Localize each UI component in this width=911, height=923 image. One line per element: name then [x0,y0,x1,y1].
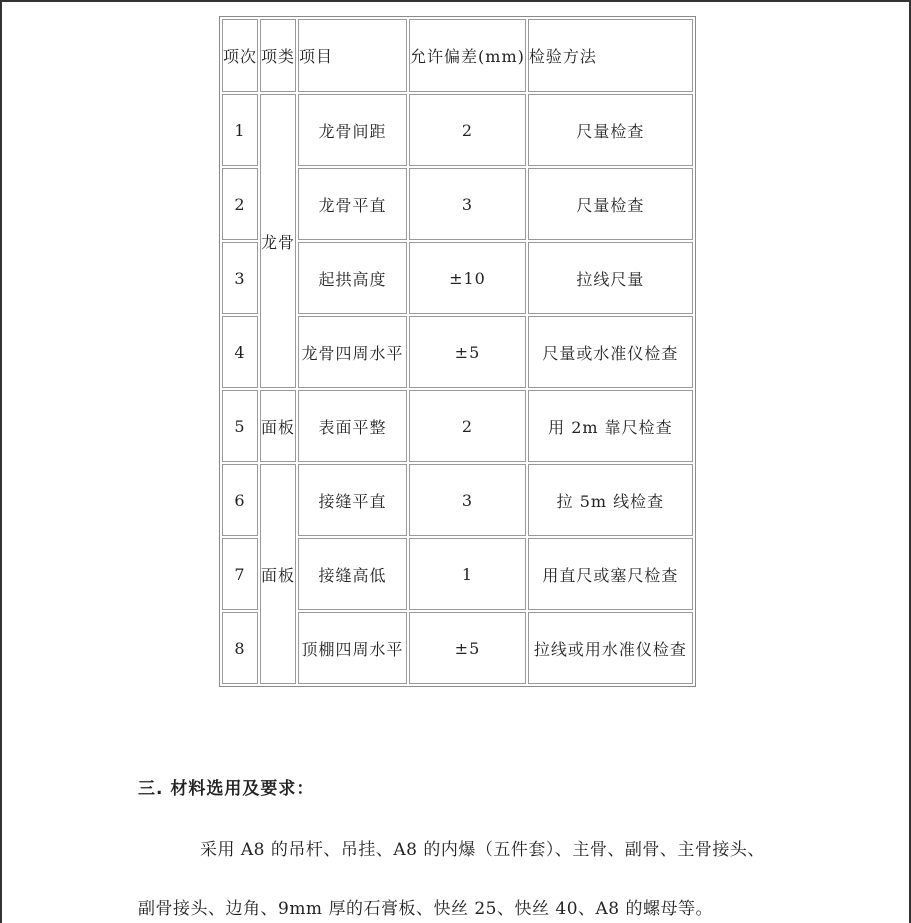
row-item: 龙骨平直 [298,168,407,240]
row-no: 8 [222,612,258,684]
row-item: 起拱高度 [298,242,407,314]
row-no: 6 [222,464,258,536]
row-tolerance: 3 [409,464,526,536]
row-item: 表面平整 [298,390,407,462]
row-tolerance: ±5 [409,612,526,684]
row-no: 7 [222,538,258,610]
header-item: 项目 [298,19,407,92]
row-no: 3 [222,242,258,314]
row-method: 用直尺或塞尺检查 [528,538,693,610]
row-no: 4 [222,316,258,388]
tolerance-table [219,16,696,687]
row-no: 2 [222,168,258,240]
row-method: 尺量检查 [528,168,693,240]
header-no: 项次 [222,19,258,92]
header-method: 检验方法 [528,19,693,92]
row-tolerance: 2 [409,390,526,462]
row-item: 接缝高低 [298,538,407,610]
row-tolerance: ±10 [409,242,526,314]
row-tolerance: ±5 [409,316,526,388]
row-method: 用 2m 靠尺检查 [528,390,693,462]
row-item: 龙骨四周水平 [298,316,407,388]
row-tolerance: 2 [409,94,526,166]
table-header-row [222,19,693,92]
row-item: 接缝平直 [298,464,407,536]
category-panel: 面板 [260,390,296,462]
row-item: 龙骨间距 [298,94,407,166]
category-keel: 龙骨 [260,94,296,388]
row-method: 拉线或用水准仪检查 [528,612,693,684]
row-no: 5 [222,390,258,462]
row-method: 拉线尺量 [528,242,693,314]
table-row [222,464,693,536]
header-category: 项类 [260,19,296,92]
row-method: 尺量或水准仪检查 [528,316,693,388]
table-row [222,94,693,166]
paragraph-line: 采用 A8 的吊杆、吊挂、A8 的内爆（五件套）、主骨、副骨、主骨接头、 [200,840,765,860]
row-no: 1 [222,94,258,166]
section-title: 三. 材料选用及要求： [138,779,315,799]
paragraph-line: 副骨接头、边角、9mm 厚的石膏板、快丝 25、快丝 40、A8 的螺母等。 [138,899,714,919]
table-row [222,390,693,462]
page-border-top [0,0,911,2]
row-method: 拉 5m 线检查 [528,464,693,536]
category-panel: 面板 [260,464,296,684]
row-tolerance: 1 [409,538,526,610]
row-method: 尺量检查 [528,94,693,166]
row-tolerance: 3 [409,168,526,240]
header-tolerance: 允许偏差(mm) [409,19,526,92]
row-item: 顶棚四周水平 [298,612,407,684]
page-border-left [0,0,2,923]
